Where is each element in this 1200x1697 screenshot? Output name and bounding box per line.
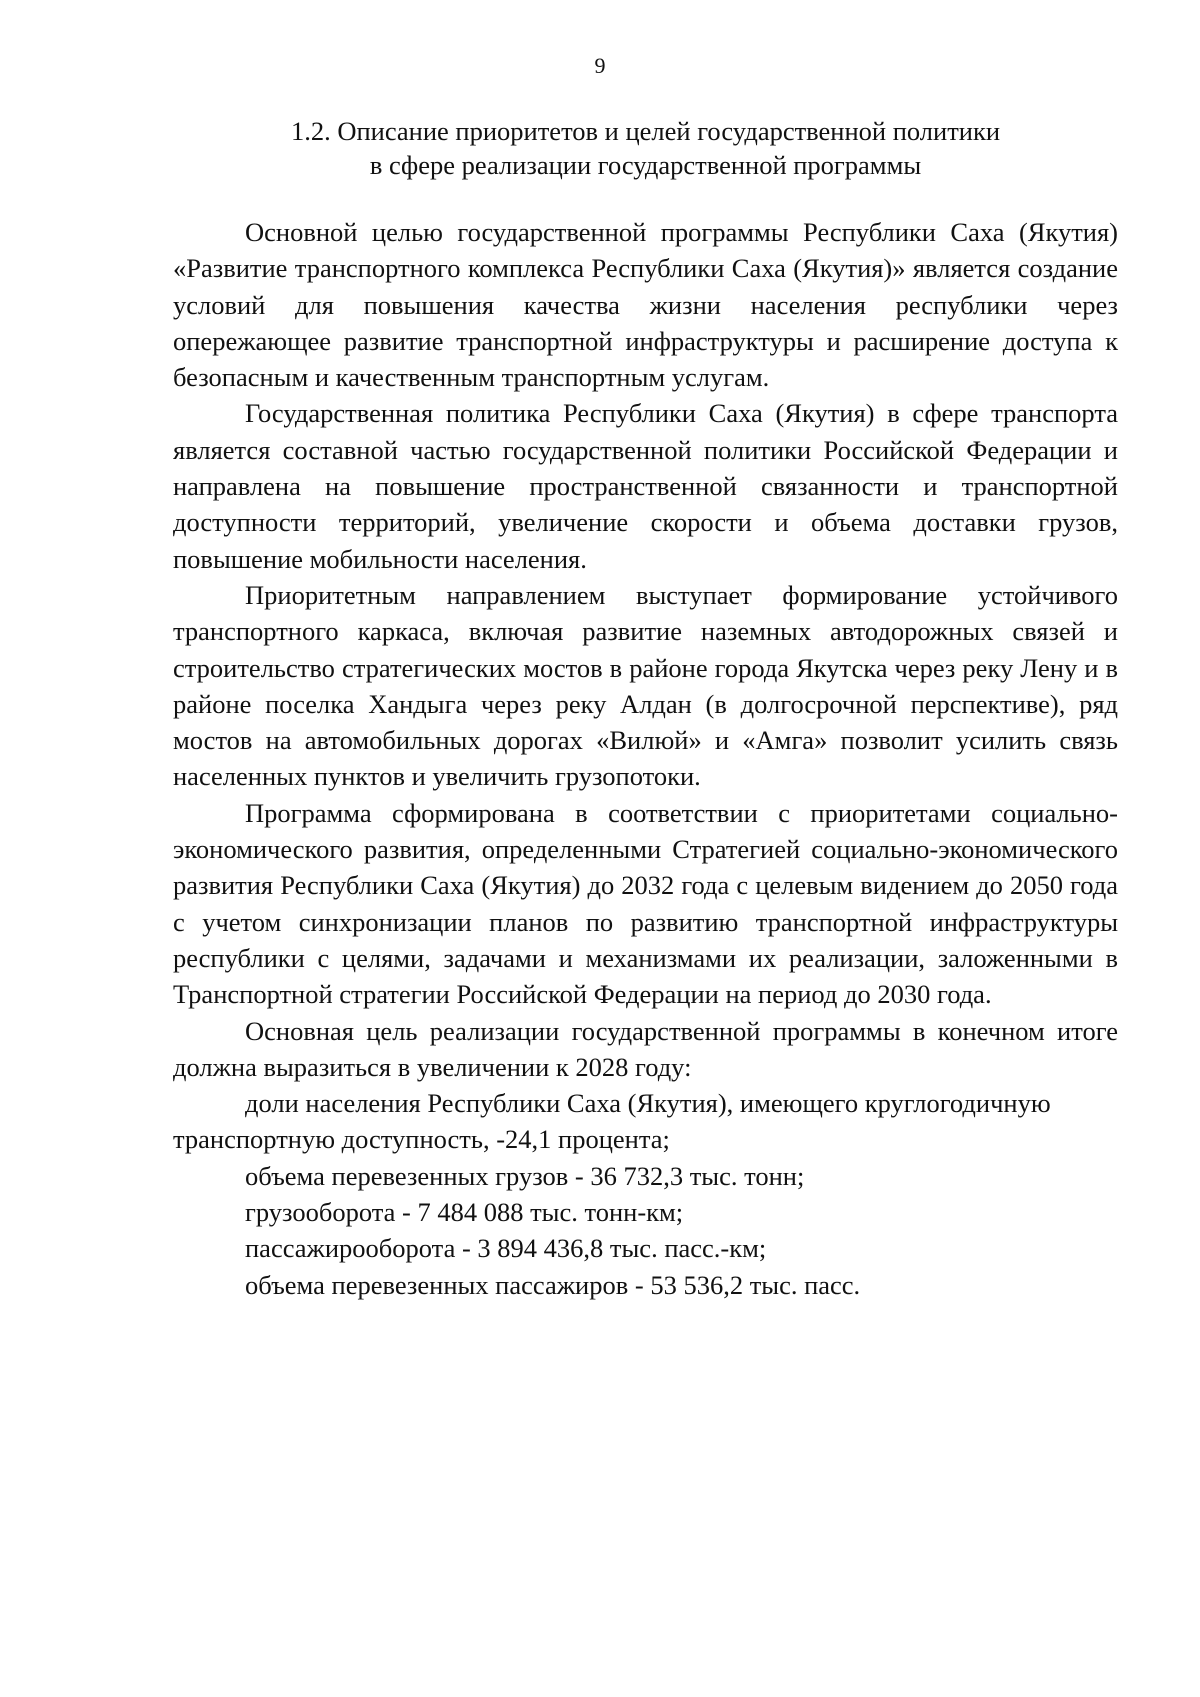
- paragraph-program-basis: Программа сформирована в соответствии с приоритетами социально-экономического развития, определенными Стратегией социально-экономического развития Республики Саха (Якутия) до 2032 года с целевым видением до 2050 года с учетом синхронизации планов по развитию транспортной инфраструктуры республики с целями, задачами и механизмами их реализации, заложенными в Транспортной стратегии Российской Федерации на период до 2030 года.: [173, 797, 1118, 1010]
- target-item-population-access: доли населения Республики Саха (Якутия), имеющего круглогодичную транспортную доступность, -24,1 процента;: [173, 1088, 1051, 1155]
- paragraph-policy: Государственная политика Республики Саха (Якутия) в сфере транспорта является составной частью государственной политики Российской Федерации и направлена на повышение пространственной связанности и транспортной доступности территорий, увеличение скорости и объема доставки грузов, повышение мобильности населения.: [173, 398, 1118, 574]
- target-item-cargo-turnover: грузооборота - 7 484 088 тыс. тонн-км;: [245, 1197, 684, 1228]
- paragraph-main-target: Основная цель реализации государственной программы в конечном итоге должна выразиться в увеличении к 2028 году:: [173, 1015, 1118, 1082]
- target-item-passenger-volume: объема перевезенных пассажиров - 53 536,2 тыс. пасс.: [245, 1269, 861, 1300]
- section-title-line-1: 1.2. Описание приоритетов и целей государственной политики: [290, 116, 1001, 146]
- document-body: [173, 214, 1118, 1303]
- page-number: 9: [594, 53, 606, 78]
- target-item-passenger-turnover: пассажирооборота - 3 894 436,8 тыс. пасс.-км;: [245, 1233, 767, 1264]
- section-title-line-2: в сфере реализации государственной программы: [369, 150, 922, 180]
- paragraph-priority: Приоритетным направлением выступает формирование устойчивого транспортного каркаса, включая развитие наземных автодорожных связей и строительство стратегических мостов в районе города Якутска через реку Лену и в районе поселка Хандыга через реку Алдан (в долгосрочной перспективе), ряд мостов на автомобильных дорогах «Вилюй» и «Амга» позволит усилить связь населенных пунктов и увеличить грузопотоки.: [173, 579, 1118, 792]
- section-title: [173, 114, 1118, 182]
- paragraph-goal: Основной целью государственной программы Республики Саха (Якутия) «Развитие транспортного комплекса Республики Саха (Якутия)» является создание условий для повышения качества жизни населения республики через опережающее развитие транспортной инфраструктуры и расширение доступа к безопасным и качественным транспортным услугам.: [173, 217, 1118, 393]
- target-item-cargo-volume: объема перевезенных грузов - 36 732,3 тыс. тонн;: [245, 1160, 805, 1191]
